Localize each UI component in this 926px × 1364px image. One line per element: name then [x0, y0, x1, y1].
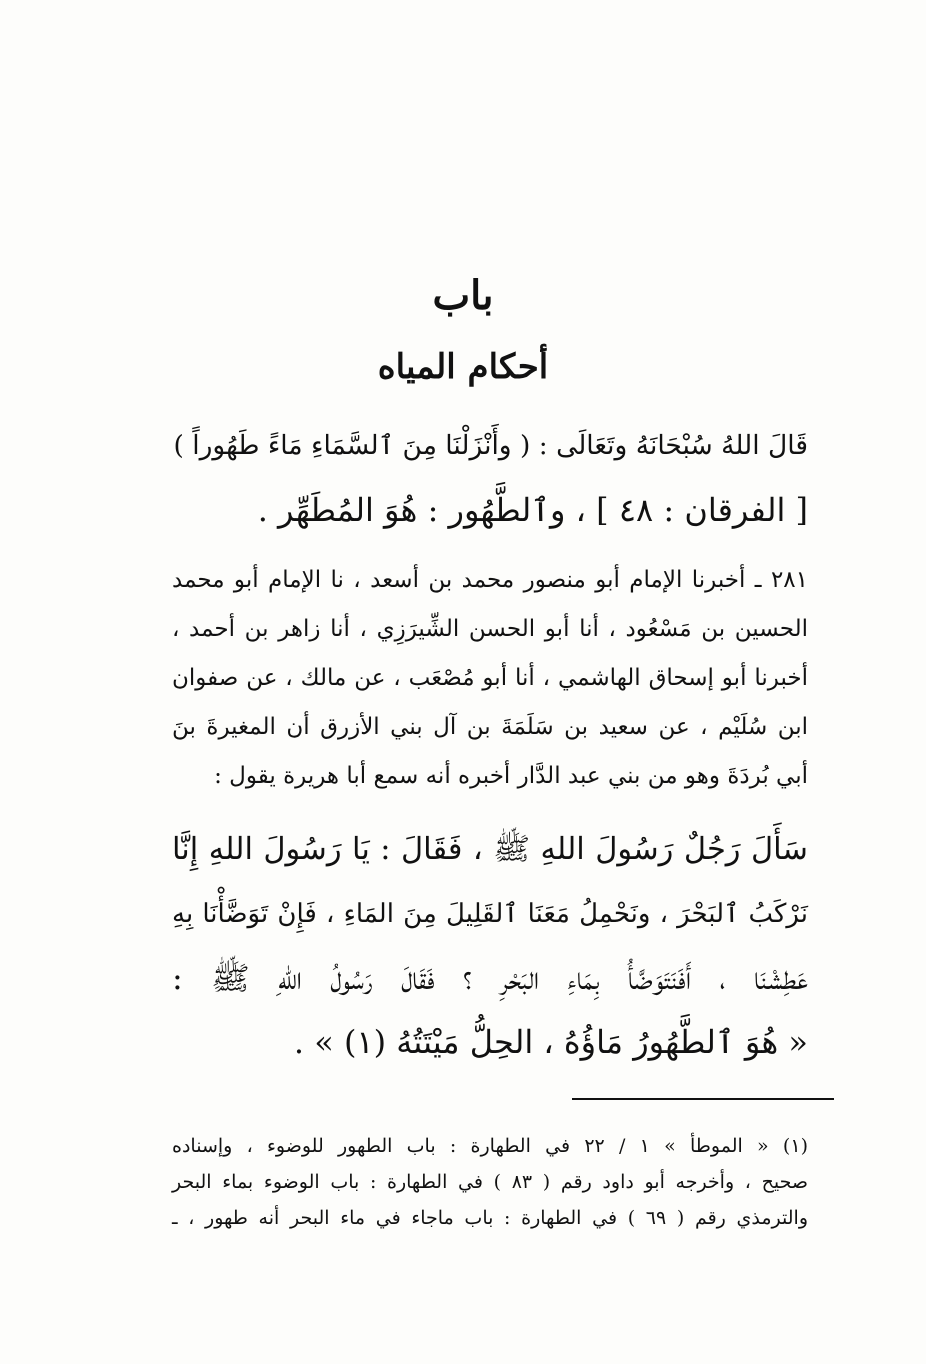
- isnad-line: الحسين بن مَسْعُود ، أنا أبو الحسن الشِّيرَزِي ، أنا زاهر بن أحمد ،: [172, 616, 808, 642]
- hadith-line: « هُوَ ٱلطَّهُورُ مَاؤُهُ ، الحِلُّ مَيْتَتُهُ (١) » .: [293, 1023, 808, 1061]
- isnad-line: ٢٨١ ـ أخبرنا الإمام أبو منصور محمد بن أسعد ، نا الإمام أبو محمد: [172, 567, 809, 593]
- isnad-line: أخبرنا أبو إسحاق الهاشمي ، أنا أبو مُصْعَب ، عن مالك ، عن صفوان: [172, 665, 808, 691]
- isnad-line: أبي بُردَةَ وهو من بني عبد الدَّار أخبره أنه سمع أبا هريرة يقول :: [214, 763, 808, 789]
- isnad-line: ابن سُلَيْم ، عن سعيد بن سَلَمَةَ بن آل بني الأزرق أن المغيرةَ بنَ: [172, 714, 808, 740]
- footnote-line: (١) « الموطأ » ١ / ٢٢ في الطهارة : باب الطهور للوضوء ، وإسناده: [172, 1135, 808, 1157]
- intro-paragraph: [172, 414, 808, 542]
- footnote-line: والترمذي رقم ( ٦٩ ) في الطهارة : باب ماجاء في ماء البحر أنه طهور ، ـ: [172, 1207, 808, 1229]
- hadith-line: عَطِشْنَا ، أَفَنَتَوَضَّأُ بِمَاءِ البَحْرِ ؟ فَقَالَ رَسُولُ اللهِ ﷺ :: [172, 959, 809, 997]
- intro-line: [ الفرقان : ٤٨ ] ، وٱلطَّهُور : هُوَ المُطَهِّر .: [257, 491, 808, 529]
- hadith-line: سَأَلَ رَجُلٌ رَسُولَ اللهِ ﷺ ، فَقَالَ : يَا رَسُولَ اللهِ إِنَّا: [172, 832, 808, 867]
- chapter-title: أحكام المياه: [377, 347, 549, 387]
- hadith-text: [172, 818, 808, 1074]
- footnotes: [172, 1128, 808, 1236]
- isnad-paragraph: [172, 556, 808, 801]
- footnote-line: صحيح ، وأخرجه أبو داود رقم ( ٨٣ ) في الطهارة : باب الوضوء بماء البحر: [172, 1171, 808, 1193]
- footnote-divider: [572, 1098, 834, 1100]
- chapter-heading: باب: [432, 272, 494, 319]
- intro-line: قَالَ اللهُ سُبْحَانَهُ وتَعَالَى : ( وأَنْزَلْنَا مِنَ ٱلسَّمَاءِ مَاءً طَهُوراً ): [173, 430, 808, 461]
- hadith-line: نَرْكَبُ ٱلبَحْرَ ، ونَحْمِلُ مَعَنَا ٱلقَلِيلَ مِنَ المَاءِ ، فَإِنْ تَوَضَّأْنَا بِهِ: [172, 899, 808, 929]
